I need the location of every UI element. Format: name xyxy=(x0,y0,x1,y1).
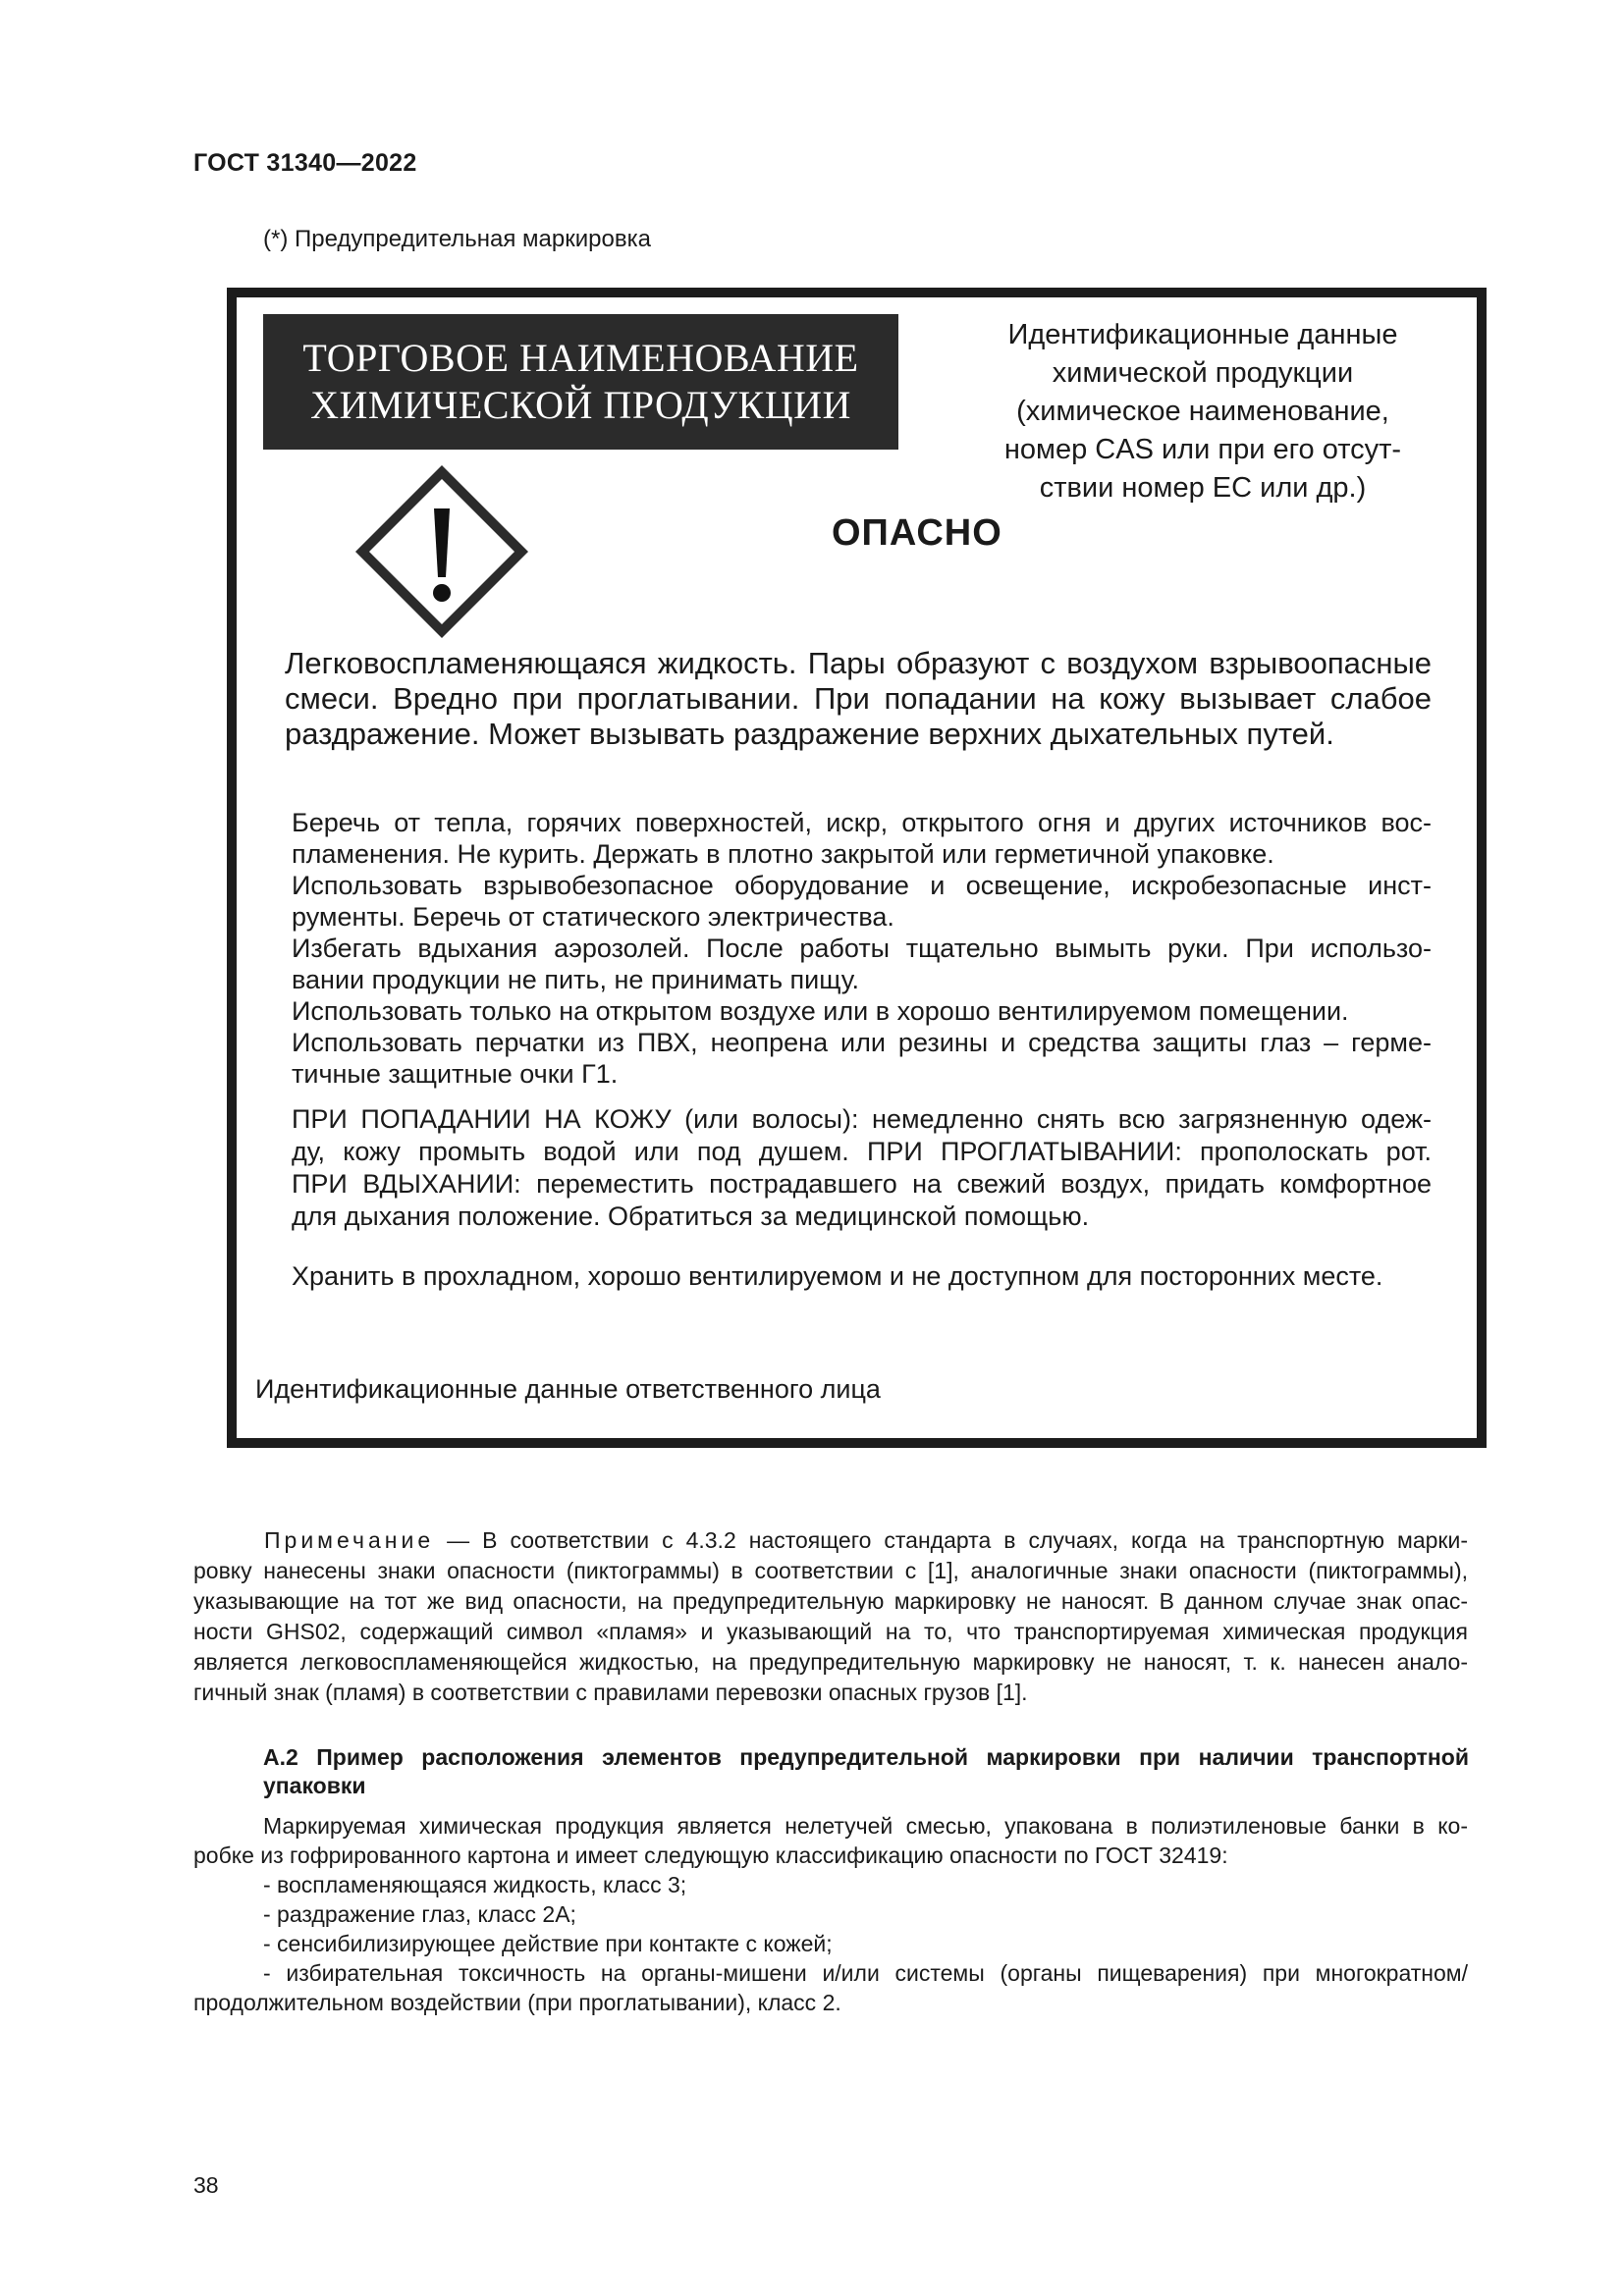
chemical-identity-line: номер CAS или при его отсут- xyxy=(1003,434,1402,465)
list-item: - сенсибилизирующее действие при контакте с кожей; xyxy=(263,1931,833,1956)
page-number: 38 xyxy=(193,2172,219,2198)
signal-word: ОПАСНО xyxy=(832,512,1002,554)
precaution-line: рументы. Беречь от статического электричества. xyxy=(292,902,894,932)
first-aid-statements xyxy=(292,1103,1432,1233)
body-line: робке из гофрированного картона и имеет следующую классификацию опасности по ГОСТ 32419: xyxy=(193,1842,1228,1868)
list-item: - раздражение глаз, класс 2А; xyxy=(263,1901,576,1927)
chemical-identity xyxy=(972,316,1434,507)
trade-name-line: ТОРГОВОЕ НАИМЕНОВАНИЕ xyxy=(302,336,859,380)
trade-name-line: ХИМИЧЕСКОЙ ПРОДУКЦИИ xyxy=(310,383,851,427)
precautionary-statements xyxy=(292,807,1432,1090)
note-line: ровку нанесены знаки опасности (пиктограммы) в соответствии с [1], аналогичные знаки опасности (пиктограммы), xyxy=(193,1558,1468,1583)
storage-line: Хранить в прохладном, хорошо вентилируемом и не доступном для посторонних месте. xyxy=(292,1261,1383,1291)
note-line: гичный знак (пламя) в соответствии с правилами перевозки опасных грузов [1]. xyxy=(193,1680,1028,1705)
storage-statement xyxy=(292,1260,1432,1293)
body-line: Маркируемая химическая продукция является нелетучей смесью, упакована в полиэтиленовые банки в ко- xyxy=(263,1813,1468,1839)
precaution-line: Использовать перчатки из ПВХ, неопрена или резины и средства защиты глаз – герме- xyxy=(292,1028,1432,1057)
precaution-line: Беречь от тепла, горячих поверхностей, искр, открытого огня и других источников вос- xyxy=(292,808,1432,837)
first-aid-line: ПРИ ВДЫХАНИИ: переместить пострадавшего на свежий воздух, придать комфортное xyxy=(292,1169,1432,1199)
note-line xyxy=(193,1525,1468,1556)
precaution-line: пламенения. Не курить. Держать в плотно закрытой или герметичной упаковке. xyxy=(292,839,1274,869)
list-item: - избирательная токсичность на органы-мишени и/или системы (органы пищеварения) при многократном/ xyxy=(263,1960,1468,1986)
hazard-line: Легковоспламеняющаяся жидкость. Пары образуют с воздухом взрывоопасные xyxy=(285,646,1432,680)
note-label: Примечание xyxy=(264,1527,435,1553)
chemical-identity-line: (химическое наименование, xyxy=(1016,396,1389,427)
note-text: — В соответствии с 4.3.2 настоящего стандарта в случаях, когда на транспортную марки- xyxy=(434,1527,1468,1553)
precaution-line: Избегать вдыхания аэрозолей. После работы тщательно вымыть руки. При использо- xyxy=(292,934,1432,963)
list-item: - воспламеняющаяся жидкость, класс 3; xyxy=(263,1872,687,1897)
precaution-line: тичные защитные очки Г1. xyxy=(292,1059,619,1089)
note-paragraph xyxy=(193,1525,1468,1708)
chemical-identity-line: Идентификационные данные xyxy=(1007,319,1398,350)
list-item-continuation: продолжительном воздействии (при проглатывании), класс 2. xyxy=(193,1990,841,2015)
first-aid-line: ПРИ ПОПАДАНИИ НА КОЖУ (или волосы): немедленно снять всю загрязненную одеж- xyxy=(292,1104,1432,1134)
chemical-identity-line: ствии номер ЕС или др.) xyxy=(1039,472,1367,504)
section-heading-line: упаковки xyxy=(263,1773,366,1798)
section-body xyxy=(193,1811,1468,2017)
section-heading xyxy=(263,1743,1469,1800)
hazard-line: раздражение. Может вызывать раздражение верхних дыхательных путей. xyxy=(285,717,1334,751)
first-aid-line: ду, кожу промыть водой или под душем. ПРИ ПРОГЛАТЫВАНИИ: прополоскать рот. xyxy=(292,1137,1432,1166)
responsible-party: Идентификационные данные ответственного лица xyxy=(255,1374,881,1404)
hazard-line: смеси. Вредно при проглатывании. При попадании на кожу вызывает слабое xyxy=(285,681,1432,716)
first-aid-line: для дыхания положение. Обратиться за медицинской помощью. xyxy=(292,1201,1090,1231)
trade-name-box xyxy=(263,314,898,450)
hazard-statements xyxy=(285,646,1432,752)
figure-caption: (*) Предупредительная маркировка xyxy=(263,226,651,252)
chemical-identity-line: химической продукции xyxy=(1052,357,1354,389)
note-line: указывающие на тот же вид опасности, на предупредительную маркировку не наносят. В данном случае знак опас- xyxy=(193,1588,1468,1614)
exclamation-mark-diamond-icon xyxy=(352,461,532,642)
note-line: является легковоспламеняющейся жидкостью, на предупредительную маркировку не наносят, т. к. нанесен анало- xyxy=(193,1649,1468,1675)
precaution-line: Использовать взрывобезопасное оборудование и освещение, искробезопасные инст- xyxy=(292,871,1432,900)
note-line: ности GHS02, содержащий символ «пламя» и указывающий на то, что транспортируемая химическая продукция xyxy=(193,1619,1468,1644)
exclamation-dot xyxy=(433,584,451,602)
section-heading-line: А.2 Пример расположения элементов предупредительной маркировки при наличии транспортной xyxy=(263,1744,1469,1770)
document-code: ГОСТ 31340—2022 xyxy=(193,149,417,177)
precaution-line: Использовать только на открытом воздухе или в хорошо вентилируемом помещении. xyxy=(292,996,1349,1026)
precaution-line: вании продукции не пить, не принимать пищу. xyxy=(292,965,860,994)
